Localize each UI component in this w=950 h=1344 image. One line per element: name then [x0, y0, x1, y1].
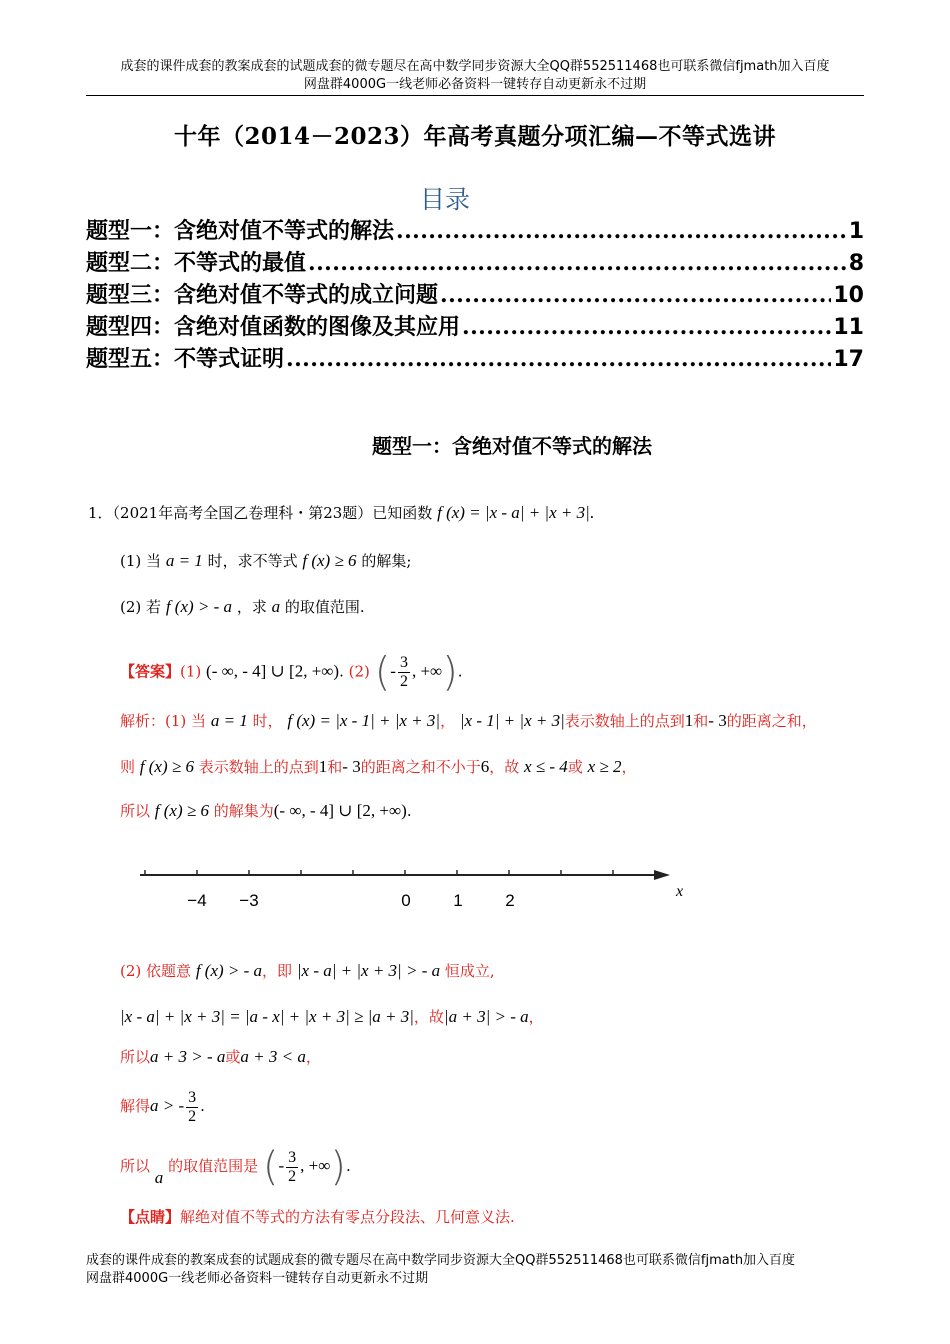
problem-source: （2021年高考全国乙卷理科・第23题）已知函数	[112, 504, 433, 522]
solution-math: f (x) > - a	[195, 961, 263, 980]
page-footer	[86, 1252, 886, 1288]
toc-item-page[interactable]: 17	[833, 347, 864, 372]
solution-tip	[120, 1206, 515, 1228]
solution-line-1	[120, 710, 817, 732]
solution-math: f (x) = |x - 1| + |x + 3|	[287, 711, 441, 730]
answer-negative-sign: -	[390, 661, 396, 681]
toc-item-label[interactable]: 题型三：含绝对值不等式的成立问题	[86, 282, 439, 308]
solution-text: .	[406, 802, 412, 820]
toc-leader	[308, 250, 847, 276]
solution-math: a + 3 < a	[240, 1047, 306, 1066]
solution-text: 所以	[120, 1048, 151, 1066]
solution-math: a = 1	[210, 711, 248, 730]
solution-math: -	[278, 1156, 285, 1175]
fraction-denominator: 2	[288, 1167, 297, 1185]
function-definition: f (x) = |x - a| + |x + 3|	[437, 503, 590, 522]
toc-item[interactable]	[86, 214, 864, 246]
toc-leader	[440, 282, 831, 308]
axis-label: x	[676, 883, 684, 900]
solution-text: 解得	[120, 1097, 151, 1115]
toc-item-page[interactable]: 1	[848, 219, 864, 244]
footer-line-2: 网盘群4000G一线老师必备资料一键转存自动更新永不过期	[86, 1271, 429, 1286]
problem-part-1	[120, 550, 411, 572]
problem-number: 1．	[88, 504, 113, 522]
part-2-variable: a	[271, 597, 281, 616]
solution-math: , +∞	[300, 1156, 331, 1175]
solution-math: a > -	[150, 1096, 185, 1115]
toc-item-label[interactable]: 题型二：不等式的最值	[86, 250, 307, 276]
solution-math: - 3	[342, 757, 361, 776]
solution-text: ，	[440, 712, 456, 730]
answer-part-1-label: (1)	[180, 662, 202, 681]
toc-item-label[interactable]: 题型一：含绝对值不等式的解法	[86, 218, 395, 244]
header-rule	[86, 95, 864, 96]
tip-text: 解绝对值不等式的方法有零点分段法、几何意义法.	[180, 1208, 515, 1226]
solution-text: ，	[305, 1048, 321, 1066]
answer-tag: 【答案】	[120, 662, 181, 681]
tick-label-2: 2	[505, 891, 515, 910]
header-line-2: 网盘群4000G一线老师必备资料一键转存自动更新永不过期	[303, 77, 647, 92]
solution-text: ，故	[413, 1008, 444, 1026]
solution-text: 和	[693, 712, 709, 730]
solution-text: 则	[120, 758, 136, 776]
toc-item[interactable]	[86, 310, 864, 342]
toc-heading: 目录	[419, 185, 470, 214]
solution-text: 或	[225, 1048, 241, 1066]
solution-fraction	[186, 1089, 198, 1126]
solution-text: 恒成立,	[444, 962, 495, 980]
toc-item[interactable]	[86, 278, 864, 310]
document-title: 十年（2014－2023）年高考真题分项汇编—不等式选讲	[173, 123, 777, 150]
solution-text: 和	[327, 758, 343, 776]
toc-item-label[interactable]: 题型五：不等式证明	[86, 346, 285, 372]
answer-fraction	[398, 654, 410, 691]
solution-math: (- ∞, - 4] ∪ [2, +∞)	[273, 801, 407, 820]
solution-line-2	[120, 756, 637, 778]
solution-line-7	[120, 1086, 205, 1130]
solution-math: a + 3 > - a	[150, 1047, 226, 1066]
tick-label-neg3: −3	[239, 891, 259, 910]
solution-math: |x - a| + |x + 3| > - a	[296, 961, 441, 980]
toc-item-label[interactable]: 题型四：含绝对值函数的图像及其应用	[86, 314, 461, 340]
solution-text: ，	[621, 758, 637, 776]
part-1-text-b: 时，求不等式	[207, 552, 298, 570]
section-title: 题型一：含绝对值不等式的解法	[372, 434, 652, 458]
solution-math: f (x) ≥ 6	[139, 757, 194, 776]
solution-math: 1	[318, 757, 328, 776]
toc-leader	[396, 218, 847, 244]
solution-line-5	[120, 1006, 544, 1028]
part-1-text-c: 的解集;	[361, 552, 412, 570]
toc-leader	[462, 314, 831, 340]
solution-line-4	[120, 960, 495, 982]
solution-text: ，故	[489, 758, 520, 776]
part-2-text-c: 的取值范围.	[284, 598, 365, 616]
number-line-svg	[140, 858, 700, 918]
number-line-arrow	[654, 870, 670, 880]
solution-math: x ≥ 2	[587, 757, 622, 776]
solution-math: |a + 3| > - a	[443, 1007, 529, 1026]
solution-math: x ≤ - 4	[524, 757, 568, 776]
table-of-contents	[86, 214, 864, 374]
solution-text: ，	[528, 1008, 544, 1026]
answer-infinity: , +∞	[411, 661, 443, 681]
tip-tag: 【点睛】	[120, 1208, 181, 1226]
answer-part-2-label: (2)	[348, 662, 370, 681]
fraction-numerator: 3	[188, 1088, 197, 1106]
part-2-text-b: ，求	[236, 598, 267, 616]
page-header	[86, 58, 864, 94]
tick-label-0: 0	[401, 891, 411, 910]
solution-math: - 3	[708, 711, 727, 730]
solution-text: 的距离之和，	[726, 712, 817, 730]
answer-part-1-value: (- ∞, - 4] ∪ [2, +∞)	[206, 661, 340, 681]
solution-math: |x - a| + |x + 3| = |a - x| + |x + 3| ≥ |a + 3|	[120, 1007, 414, 1026]
solution-text: 所以	[120, 802, 151, 820]
part-2-inequality: f (x) > - a	[165, 597, 233, 616]
solution-math: |x - 1| + |x + 3|	[459, 711, 565, 730]
solution-text: 或	[567, 758, 583, 776]
solution-text: .	[345, 1157, 351, 1175]
toc-item-page[interactable]: 8	[848, 251, 864, 276]
solution-text: 表示数轴上的点到	[198, 758, 319, 776]
part-2-text: (2) 若	[120, 598, 162, 616]
tick-label-1: 1	[453, 891, 463, 910]
problem-part-2	[120, 596, 365, 618]
header-line-1: 成套的课件成套的教案成套的试题成套的微专题尽在高中数学同步资源大全QQ群552511468也可联系微信fjmath加入百度	[120, 59, 830, 74]
fraction-numerator: 3	[288, 1148, 297, 1166]
part-1-condition: a = 1	[165, 551, 203, 570]
solution-fraction	[286, 1149, 298, 1186]
solution-text: 表示数轴上的点到	[564, 712, 685, 730]
solution-text: 解析：(1) 当	[120, 712, 207, 730]
solution-text: 时，	[252, 712, 283, 730]
solution-text: 的取值范围是	[168, 1157, 259, 1175]
solution-text: .	[200, 1097, 205, 1115]
solution-math: f (x) ≥ 6	[154, 801, 209, 820]
toc-leader	[286, 346, 831, 372]
toc-item[interactable]	[86, 342, 864, 374]
part-1-text: (1) 当	[120, 552, 162, 570]
solution-line-8: 所以 a 的取值范围是 (- $\frac{3}{2}$ , +∞).	[120, 1144, 351, 1190]
toc-item[interactable]	[86, 246, 864, 278]
solution-line-3	[120, 800, 412, 822]
answer-line: 【答案】(1) (- ∞, - 4] ∪ [2, +∞). (2) (- $\frac{3}{2}$ , +∞).	[120, 649, 463, 696]
solution-text: 所以	[120, 1157, 151, 1175]
solution-text: (2) 依题意	[120, 962, 192, 980]
tick-label-neg4: −4	[187, 891, 207, 910]
number-line	[140, 858, 700, 918]
fraction-denominator: 2	[188, 1107, 197, 1125]
solution-math: 1	[684, 711, 694, 730]
solution-math: 6	[480, 757, 490, 776]
toc-item-page[interactable]: 10	[833, 283, 864, 308]
solution-math: a	[154, 1168, 164, 1187]
part-1-inequality: f (x) ≥ 6	[302, 551, 357, 570]
solution-text: 的解集为	[213, 802, 274, 820]
footer-line-1: 成套的课件成套的教案成套的试题成套的微专题尽在高中数学同步资源大全QQ群552511468也可联系微信fjmath加入百度	[86, 1253, 796, 1268]
solution-text: ，即	[262, 962, 293, 980]
solution-line-6	[120, 1046, 321, 1068]
fraction-numerator: 3	[399, 654, 408, 671]
problem-statement: 1．（2021年高考全国乙卷理科・第23题）已知函数 f (x) = |x - a| + |x + 3|.	[88, 503, 595, 522]
fraction-denominator: 2	[399, 673, 408, 690]
solution-text: 的距离之和不小于	[360, 758, 481, 776]
toc-item-page[interactable]: 11	[833, 315, 864, 340]
